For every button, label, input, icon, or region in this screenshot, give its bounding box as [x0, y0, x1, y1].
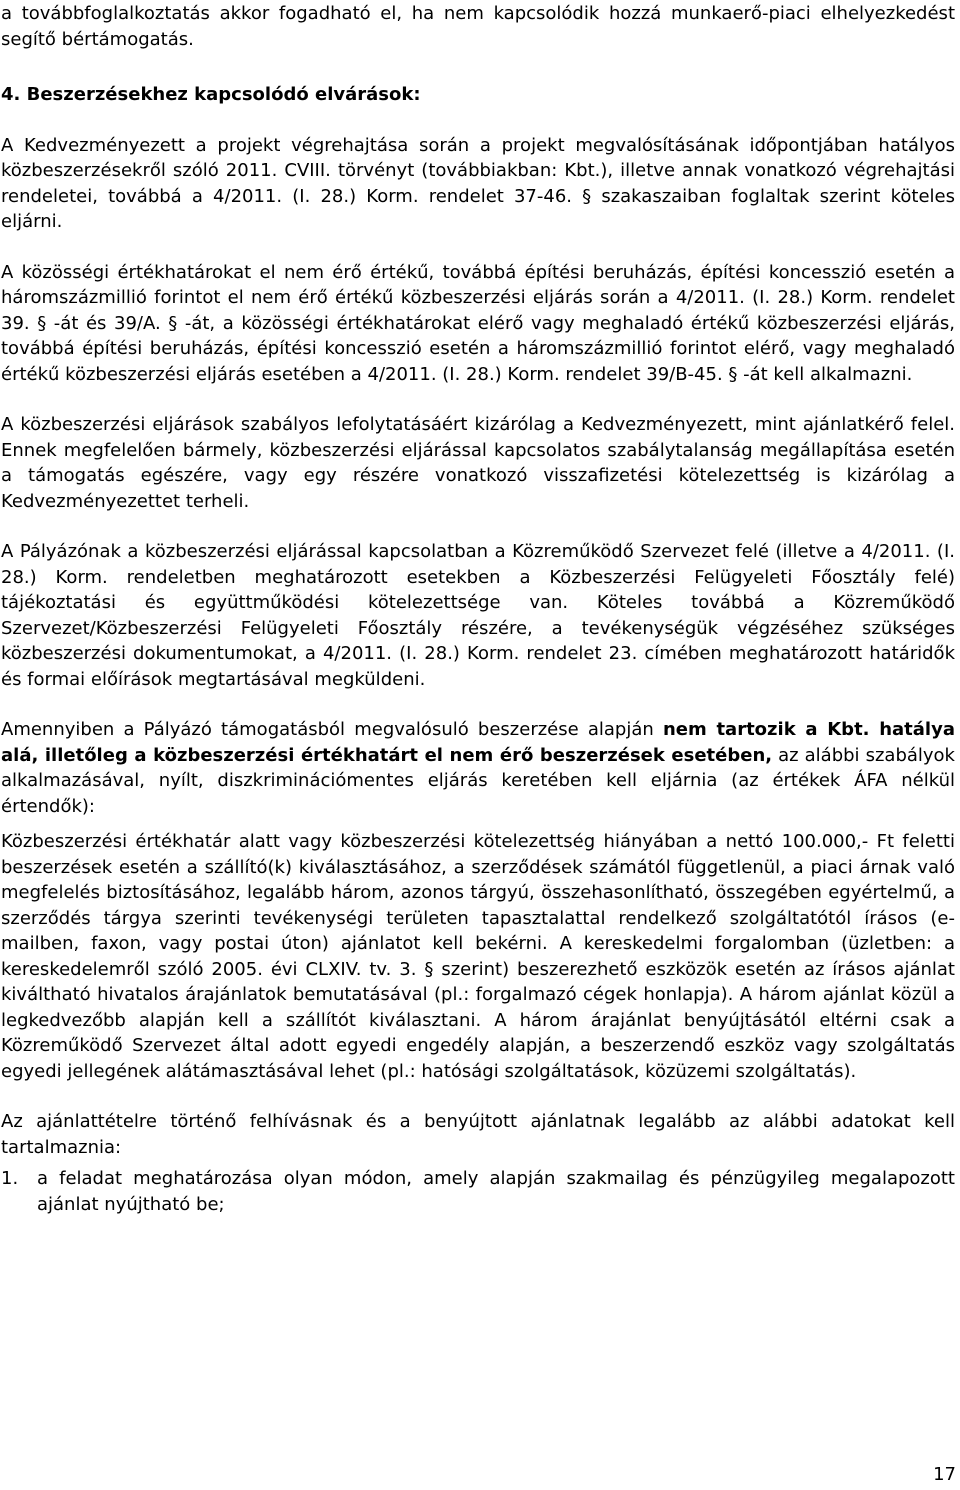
offer-requirements-list: [1, 1166, 955, 1217]
document-body: [1, 1, 955, 1217]
paragraph-below-threshold: [1, 717, 955, 819]
list-item-number: 1.: [1, 1168, 19, 1189]
paragraph-kbt: A Kedvezményezett a projekt végrehajtása során a projekt megvalósításának időpontjában hatályos közbeszerzésekről szóló 2011. CVIII. törvényt (továbbiakban: Kbt.), illetve annak vonatkozó végrehajtási rendeletei, továbbá a 4/2011. (I. 28.) Korm. rendelet 37-46. § szakaszaiban foglaltak szerint köteles eljárni.: [1, 134, 955, 232]
page-number: 17: [933, 1464, 956, 1485]
paragraph-below-threshold-emphasis: nem tartozik a Kbt. hatálya alá, illetőleg a közbeszerzési értékhatárt el nem érő beszerzések esetében,: [1, 719, 955, 766]
list-item: [1, 1166, 955, 1217]
section-heading: 4. Beszerzésekhez kapcsolódó elvárások:: [1, 84, 421, 105]
paragraph-responsibility: A közbeszerzési eljárások szabályos lefolytatásáért kizárólag a Kedvezményezett, mint ajánlatkérő felel. Ennek megfelelően bármely, közbeszerzési eljárással kapcsolatos szabálytalanság megállapítása esetén a támogatás egészére, vagy egy részére vonatkozó visszafizetési kötelezettség is kizárólag a Kedvezményezettet terheli.: [1, 414, 955, 512]
paragraph-below-threshold-end: az alábbi szabályok alkalmazásával, nyílt, diszkriminációmentes eljárás keretében kell eljárnia (az értékek ÁFA nélkül értendők):: [1, 744, 955, 817]
paragraph-thresholds: A közösségi értékhatárokat el nem érő értékű, továbbá építési beruházás, építési koncesszió esetén a háromszázmillió forintot el nem érő értékű közbeszerzési eljárás során a 4/2011. (I. 28.) Korm. rendelet 39. § -át és 39/A. § -át, a közösségi értékhatárokat elérő vagy meghaladó értékű közbeszerzési eljárás, továbbá építési beruházás, építési koncesszió esetén a háromszázmillió forintot elérő, vagy meghaladó értékű közbeszerzési eljárás esetében a 4/2011. (I. 28.) Korm. rendelet 39/B-45. § -át kell alkalmazni.: [1, 261, 955, 385]
paragraph-cooperation: A Pályázónak a közbeszerzési eljárással kapcsolatban a Közreműködő Szervezet felé (illetve a 4/2011. (I. 28.) Korm. rendeletben meghatározott esetekben a Közbeszerzési Felügyeleti Főosztály felé) tájékoztatási és együttműködési kötelezettsége van. Köteles továbbá a Közreműködő Szervezet/Közbeszerzési Felügyeleti Főosztály részére, a tevékenységük végzéséhez szükséges közbeszerzési dokumentumokat, a 4/2011. (I. 28.) Korm. rendelet 23. címében meghatározott határidők és formai előírások megtartásával megküldeni.: [1, 541, 955, 690]
paragraph-procurement-rules: Közbeszerzési értékhatár alatt vagy közbeszerzési kötelezettség hiányában a nettó 100.000,- Ft feletti beszerzések esetén a szállító(k) kiválasztásához, a szerződések számától függetlenül, a piaci árnak való megfelelés biztosításához, legalább három, azonos tárgyú, összehasonlítható, összegében egyértelmű, a szerződés tárgya szerinti tevékenységi területen tapasztalattal rendelkező szolgáltatótól írásos (e-mailben, faxon, vagy postai úton) ajánlatot kell bekérni. A kereskedelmi forgalomban (üzletben: a kereskedelemről szóló 2005. évi CLXIV. tv. 3. § szerint) beszerezhető eszközök esetén az írásos ajánlat kiváltható hivatalos árajánlatok bemutatásával (pl.: forgalmazó cégek honlapja). A három ajánlat közül a legkedvezőbb alapján kell a szállítót kiválasztani. A három árajánlat benyújtásától eltérni csak a Közreműködő Szervezet által adott egyedi engedély alapján, a beszerzendő eszköz vagy szolgáltatás egyedi jellegének alátámasztásával lehet (pl.: hatósági szolgáltatások, közüzemi szolgáltatás).: [1, 831, 955, 1082]
paragraph-continuation: a továbbfoglalkoztatás akkor fogadható el, ha nem kapcsolódik hozzá munkaerő-piaci elhelyezkedést segítő bértámogatás.: [1, 3, 955, 50]
list-item-text: a feladat meghatározása olyan módon, amely alapján szakmailag és pénzügyileg megalapozott ajánlat nyújtható be;: [37, 1168, 955, 1215]
paragraph-below-threshold-start: Amennyiben a Pályázó támogatásból megvalósuló beszerzése alapján: [1, 719, 663, 740]
paragraph-offer-contents: Az ajánlattételre történő felhívásnak és a benyújtott ajánlatnak legalább az alábbi adatokat kell tartalmaznia:: [1, 1111, 955, 1158]
